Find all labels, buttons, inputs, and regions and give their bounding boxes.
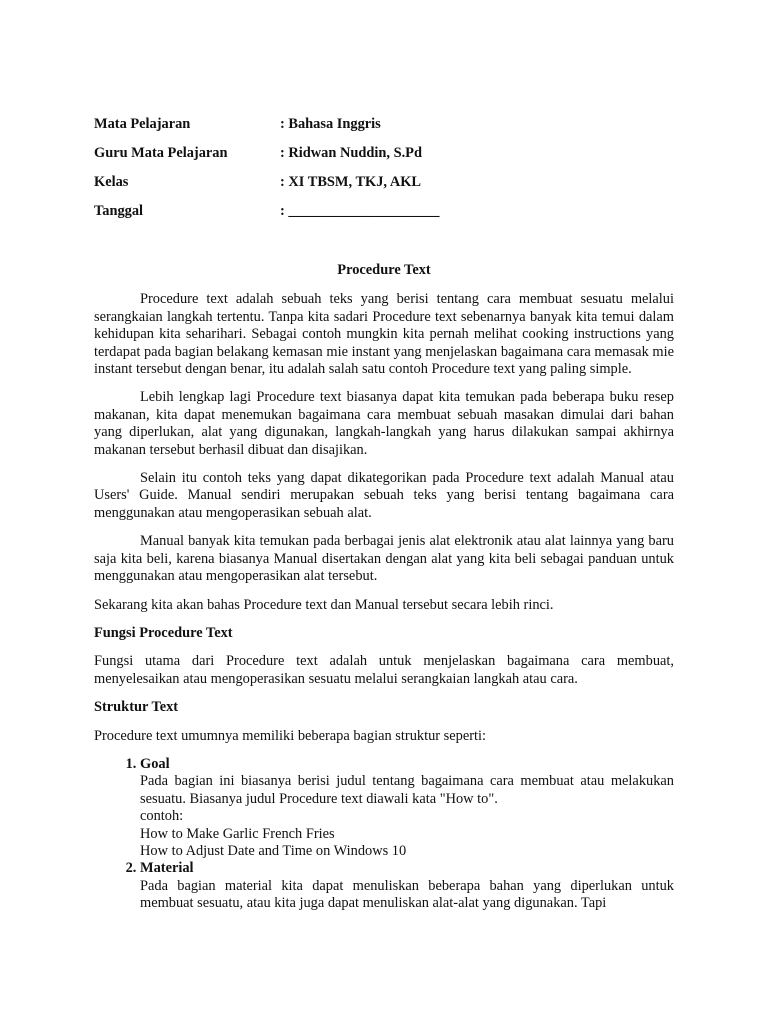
meta-class-row	[94, 174, 694, 192]
meta-teacher-value: : Ridwan Nuddin, S.Pd	[280, 145, 422, 161]
meta-date-value: : _____________________	[280, 203, 440, 219]
example-item: How to Make Garlic French Fries	[140, 825, 335, 842]
paragraph-transition: Sekarang kita akan bahas Procedure text dan Manual tersebut secara lebih rinci.	[94, 596, 554, 613]
meta-date-label: Tanggal	[94, 203, 144, 219]
meta-subject-value: : Bahasa Inggris	[280, 116, 381, 132]
paragraph-fungsi: Fungsi utama dari Procedure text adalah untuk menjelaskan bagaimana cara membuat, menyelesaikan atau mengoperasikan sesuatu melalui serangkaian langkah atau cara.	[94, 653, 674, 687]
list-item-title: 1. Goal	[140, 755, 170, 772]
meta-teacher-label: Guru Mata Pelajaran	[94, 145, 228, 161]
list-item-text: Pada bagian ini biasanya berisi judul tentang bagaimana cara membuat atau melakukan sesuatu. Biasanya judul Procedure text diawali kata "How to".	[140, 773, 674, 807]
paragraph-manual-usage: Manual banyak kita temukan pada berbagai jenis alat elektronik atau alat lainnya yang baru saja kita beli, karena biasanya Manual disertakan dengan alat yang kita beli sebagai panduan untuk menggunakan atau mengoperasikan alat tersebut.	[94, 533, 674, 585]
paragraph-manual: Selain itu contoh teks yang dapat dikategorikan pada Procedure text adalah Manual atau Users' Guide. Manual sendiri merupakan sebuah teks yang berisi tentang bagaimana cara menggunakan atau mengoperasikan sebuah alat.	[94, 470, 674, 521]
meta-subject-label: Mata Pelajaran	[94, 116, 191, 132]
document-body	[94, 262, 674, 913]
meta-class-label: Kelas	[94, 174, 129, 190]
section-heading-struktur: Struktur Text	[94, 699, 179, 716]
meta-subject-row	[94, 116, 694, 134]
paragraph-intro: Procedure text adalah sebuah teks yang berisi tentang cara membuat sesuatu melalui serangkaian langkah tertentu. Tanpa kita sadari Procedure text sebenarnya banyak kita temui dalam kehidupan kita seharihari. Sebagai contoh mungkin kita pernah melihat cooking instructions yang terdapat pada bagian belakang kemasan mie instant yang menjelaskan bagaimana cara memasak mie instant tersebut dengan benar, itu adalah salah satu contoh Procedure text yang paling simple.	[94, 291, 674, 378]
example-item: How to Adjust Date and Time on Windows 10	[140, 842, 407, 859]
list-item-goal	[140, 756, 674, 860]
meta-teacher-row	[94, 145, 694, 163]
document-title: Procedure Text	[337, 262, 431, 278]
meta-date-row	[94, 203, 694, 221]
section-heading-fungsi: Fungsi Procedure Text	[94, 624, 233, 641]
list-item-material	[140, 860, 674, 912]
paragraph-struktur-intro: Procedure text umumnya memiliki beberapa bagian struktur seperti:	[94, 727, 487, 744]
structure-list	[94, 756, 674, 913]
list-item-text: Pada bagian material kita dapat menuliskan beberapa bahan yang diperlukan untuk membuat sesuatu, atau kita juga dapat menuliskan alat-alat yang digunakan. Tapi	[140, 877, 674, 912]
meta-class-value: : XI TBSM, TKJ, AKL	[280, 174, 422, 190]
example-label: contoh:	[140, 808, 184, 825]
paragraph-recipe: Lebih lengkap lagi Procedure text biasanya dapat kita temukan pada beberapa buku resep makanan, kita dapat menemukan bagaimana cara membuat sebuah masakan dimulai dari bahan yang diperlukan, alat yang digunakan, langkah-langkah yang harus dilakukan sampai akhirnya makanan tersebut berhasil dibuat dan disajikan.	[94, 389, 674, 458]
list-item-title: 2. Material	[140, 860, 194, 877]
